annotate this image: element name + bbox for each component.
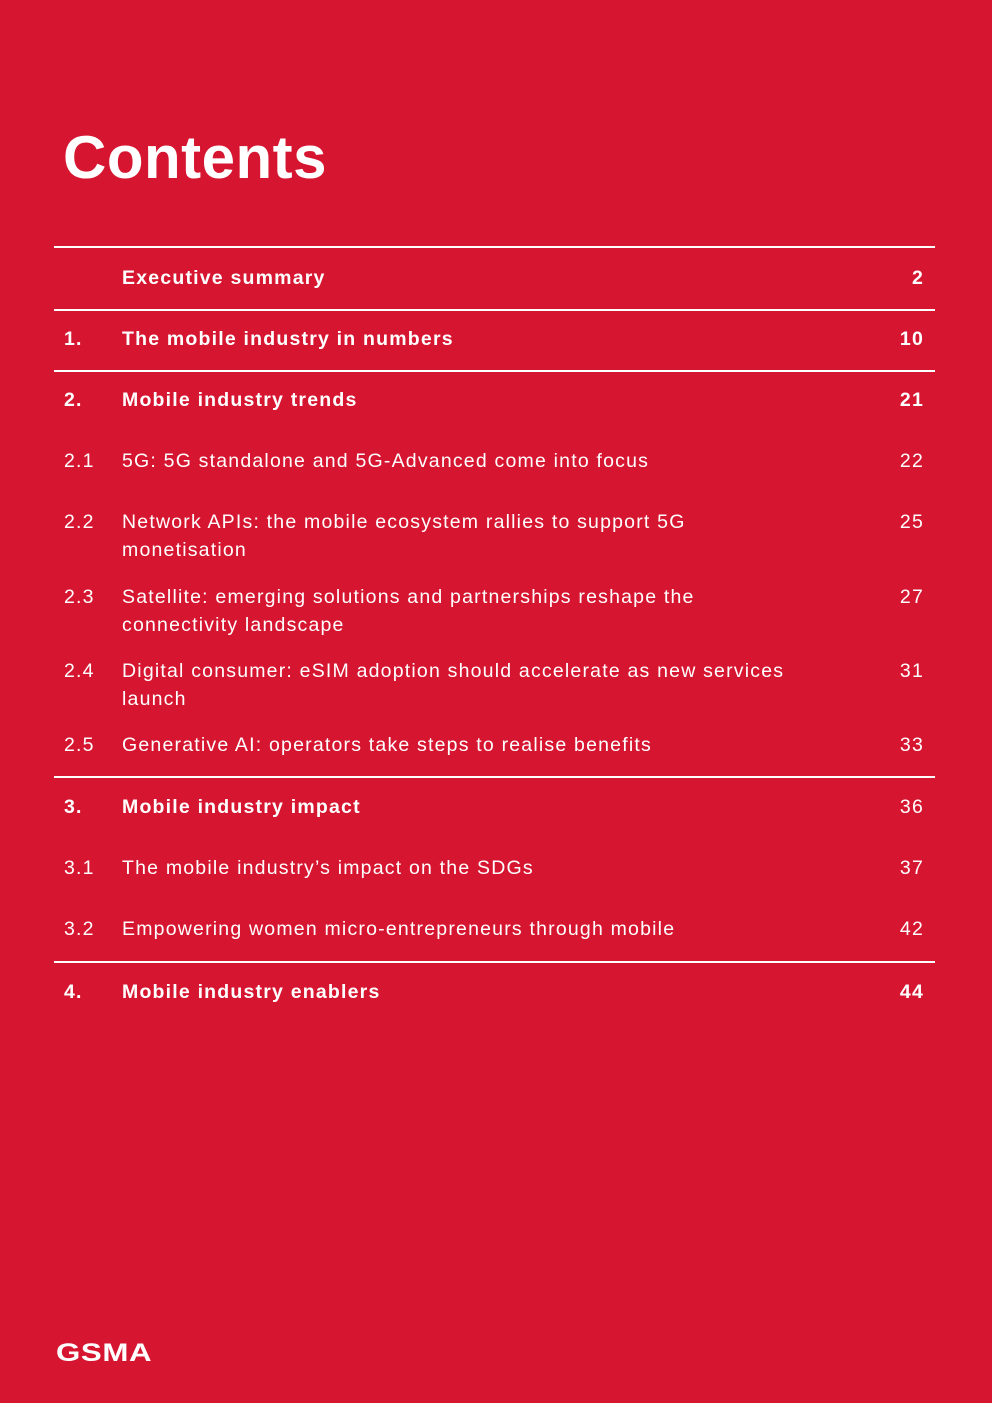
- toc-entry-page: 10: [899, 328, 924, 350]
- page-title: Contents: [63, 124, 327, 191]
- toc-entry-page: 22: [899, 450, 924, 472]
- toc-entry-page: 44: [899, 981, 924, 1003]
- toc-entry-label: The mobile industry’s impact on the SDGs: [122, 857, 534, 879]
- toc-entry-label: Generative AI: operators take steps to realise benefits: [122, 734, 652, 756]
- toc-entry-page: 21: [899, 389, 924, 411]
- toc-entry-label: Mobile industry impact: [122, 796, 361, 818]
- toc-entry-page: 37: [899, 857, 924, 879]
- toc-entry-number: 4.: [64, 981, 83, 1003]
- divider: [54, 246, 935, 248]
- toc-entry-page: 25: [899, 511, 924, 533]
- divider: [54, 370, 935, 372]
- toc-entry-number: 2.: [64, 389, 83, 411]
- divider: [54, 961, 935, 963]
- toc-entry-number: 2.1: [64, 450, 95, 472]
- divider: [54, 776, 935, 778]
- toc-entry-number: 2.3: [64, 586, 95, 608]
- toc-entry-number: 2.4: [64, 660, 95, 682]
- toc-entry-page: 36: [899, 796, 924, 818]
- gsma-logo: GSMA: [56, 1339, 153, 1367]
- toc-entry-label: Empowering women micro-entrepreneurs through mobile: [122, 918, 676, 940]
- toc-entry-number: 2.5: [64, 734, 95, 756]
- toc-entry-label: Satellite: emerging solutions and partnerships reshape the connectivity landscape: [122, 586, 695, 636]
- toc-entry-page: 31: [899, 660, 924, 682]
- toc-entry-page: 33: [899, 734, 924, 756]
- toc-entry-label: Network APIs: the mobile ecosystem rallies to support 5G monetisation: [122, 511, 686, 561]
- toc-entry-label: Mobile industry trends: [122, 389, 358, 411]
- toc-entry-label: 5G: 5G standalone and 5G-Advanced come into focus: [122, 450, 650, 472]
- divider: [54, 309, 935, 311]
- toc-entry-number: 2.2: [64, 511, 95, 533]
- toc-entry-label: The mobile industry in numbers: [122, 328, 454, 350]
- toc-entry-number: 3.2: [64, 918, 95, 940]
- toc-entry-number: 1.: [64, 328, 83, 350]
- toc-entry-page: 2: [911, 267, 924, 289]
- toc-entry-label: Mobile industry enablers: [122, 981, 381, 1003]
- toc-entry-label: Digital consumer: eSIM adoption should accelerate as new services launch: [122, 660, 785, 710]
- toc-entry-number: 3.1: [64, 857, 95, 879]
- toc-entry-page: 27: [899, 586, 924, 608]
- toc-entry-page: 42: [899, 918, 924, 940]
- toc-entry-label: Executive summary: [122, 267, 326, 289]
- toc-entry-number: 3.: [64, 796, 83, 818]
